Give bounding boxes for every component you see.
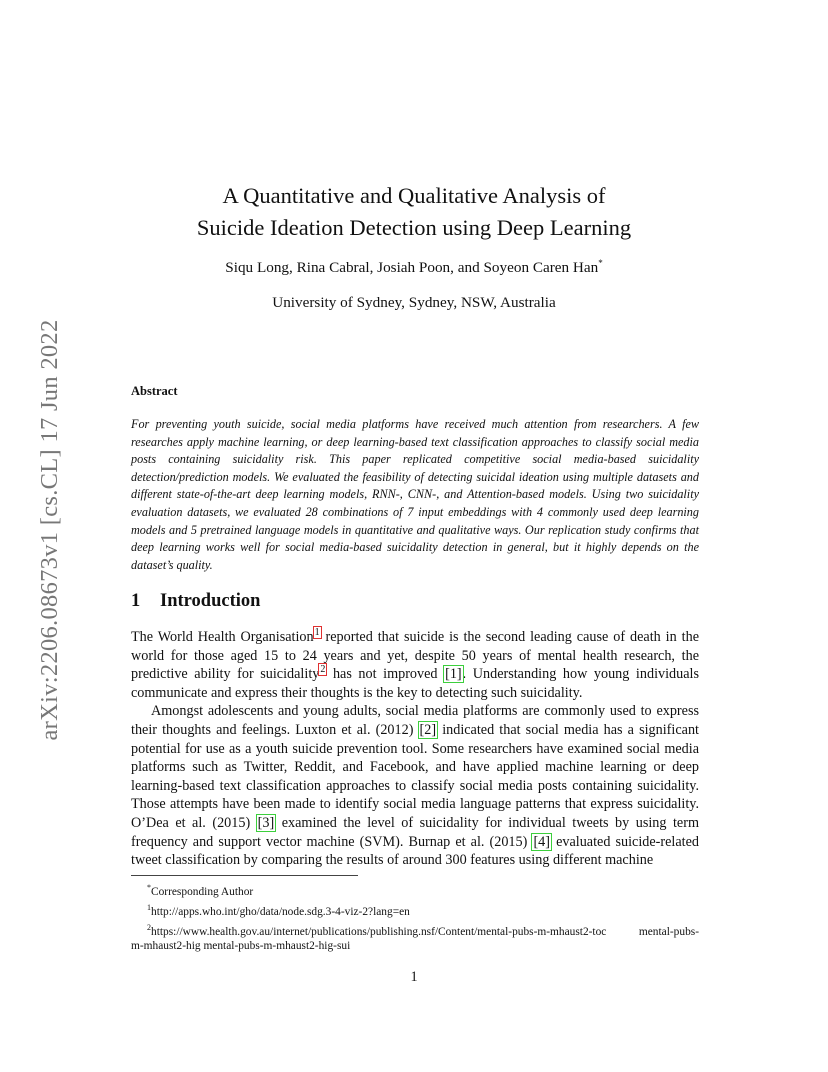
footnote-mark: 2	[147, 922, 151, 932]
footnote-mark: *	[147, 883, 151, 892]
text-run: examined the level of suicidality for individual tweets by using term frequency and support vector machine (SVM). Burnap et al. (2015)	[131, 814, 699, 850]
footnote-rule	[131, 875, 358, 876]
abstract-body: For preventing youth suicide, social media platforms have received much attention from researchers. A few researches apply machine learning, or deep learning-based text classification approaches to classify social media posts containing suicidality risk. This paper replicated competitive social media-based suicidality detection/prediction models. We evaluated the feasibility of detecting suicidal ideation using multiple datasets and different state-of-the-art deep learning models, RNN-, CNN-, and Attention-based models. Using two suicidality evaluation datasets, we evaluated 28 combinations of 7 input embeddings with 4 commonly used deep learning models and 5 pretrained language models in quantitative and qualitative ways. Our replication study confirms that deep learning works well for social media-based suicidality detection in general, but it highly depends on the dataset’s quality.	[131, 417, 699, 572]
text-run: indicated that social media has a significant potential for use as a youth suicide prevention tool. Some researchers have examined social media platforms such as Twitter, Reddit, and Facebook, and have applied machine learning or deep learning-based text classification approaches to classify social media posts containing suicidality. Those attempts have been made to identify social media language patterns that express suicidality. O’Dea et al. (2015)	[131, 721, 699, 831]
footnote-corresponding	[131, 880, 699, 900]
footnote-text: Corresponding Author	[151, 885, 254, 898]
citation-link-1[interactable]: [1]	[445, 666, 462, 683]
text-run: The World Health Organisation	[131, 629, 314, 645]
footnote-mark: 1	[147, 902, 151, 912]
authors-text: Siqu Long, Rina Cabral, Josiah Poon, and Soyeon Caren Han	[225, 259, 599, 277]
footnote-1	[131, 900, 699, 920]
footnote-2	[131, 920, 699, 955]
text-run: Amongst adolescents and young adults, social media platforms are commonly used to express their thoughts and feelings. Luxton et al. (2012)	[131, 703, 699, 738]
footnote-url[interactable]: https://www.health.gov.au/internet/publications/publishing.nsf/Content/mental-pubs-m-mhaust2-toc mental-pubs-m-mhaust2-hig mental-pubs-m-mhaust2-hig-sui	[131, 925, 699, 953]
citation-link-2[interactable]: [2]	[419, 721, 437, 738]
page-number: 1	[410, 969, 418, 985]
title-line-2: Suicide Ideation Detection using Deep Learning	[196, 215, 632, 240]
text-run: evaluated suicide-related tweet classification by comparing the results of around 300 features using different machine	[131, 833, 700, 869]
footnote-link-1[interactable]: 1	[314, 627, 320, 639]
footnote-url[interactable]: http://apps.who.int/gho/data/node.sdg.3-4-viz-2?lang=en	[151, 905, 410, 918]
footnote-link-2[interactable]: 2	[320, 664, 326, 676]
text-run: . Understanding how young individuals communicate and express their thoughts is the key to detecting such suicidality.	[131, 666, 699, 701]
introduction-body	[131, 628, 699, 870]
author-list	[0, 258, 828, 277]
affiliation: University of Sydney, Sydney, NSW, Australia	[272, 294, 556, 311]
section-number: 1	[131, 591, 141, 611]
citation-link-3[interactable]: [3]	[257, 814, 275, 831]
text-run: reported that suicide is the second leading cause of death in the world for those aged 15 to 24 years and yet, despite 50 years of mental health research, the predictive ability for suicidality	[131, 629, 699, 683]
title-line-1: A Quantitative and Qualitative Analysis of	[222, 183, 606, 208]
section-title: Introduction	[160, 591, 261, 611]
paragraph-1	[131, 628, 699, 702]
footnotes	[131, 880, 699, 954]
text-run: has not improved	[326, 666, 445, 683]
citation-link-4[interactable]: [4]	[533, 833, 550, 850]
paragraph-2	[131, 702, 699, 869]
section-heading	[131, 591, 260, 612]
arxiv-identifier: arXiv:2206.08673v1 [cs.CL] 17 Jun 2022	[36, 319, 63, 741]
abstract-heading: Abstract	[131, 384, 178, 398]
paper-title	[0, 180, 828, 244]
corresponding-author-mark: *	[598, 258, 603, 268]
